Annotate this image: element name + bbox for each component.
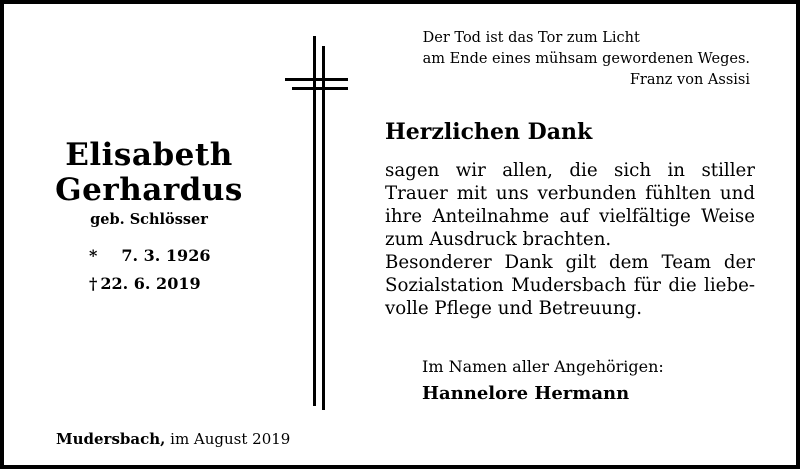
- footer-date: im August 2019: [170, 430, 291, 448]
- thanks-line-2: Trauer mit uns verbunden fühlten und: [385, 183, 755, 204]
- thanks-line-1: sagen wir allen, die sich in stiller: [385, 160, 755, 181]
- footer-place: Mudersbach,: [56, 430, 166, 448]
- quote-line-1: Der Tod ist das Tor zum Licht: [422, 30, 640, 46]
- birth-row: [89, 242, 210, 270]
- thanks-line-6: Sozialstation Mudersbach für die liebe-: [385, 275, 755, 296]
- deceased-first-name: Elisabeth: [65, 137, 233, 173]
- thanks-heading: Herzlichen Dank: [385, 119, 593, 145]
- birth-date: 7. 3. 1926: [121, 246, 211, 265]
- thanks-line-7: volle Pflege und Betreuung.: [385, 298, 643, 319]
- signature-intro: Im Namen aller Angehörigen:: [422, 357, 664, 376]
- cross-horizontal-bar-top: [285, 78, 348, 81]
- cross-horizontal-bar-bottom: [292, 87, 348, 90]
- maiden-name: geb. Schlösser: [90, 211, 208, 228]
- death-cross-icon: †: [89, 274, 98, 293]
- quote-author: Franz von Assisi: [629, 72, 750, 88]
- birth-star-icon: *: [89, 246, 98, 265]
- thanks-line-5: Besonderer Dank gilt dem Team der: [385, 252, 755, 273]
- cross-vertical-bar-right: [322, 46, 325, 410]
- thanks-line-3: ihre Anteilnahme auf vielfältige Weise: [385, 206, 755, 227]
- cross-vertical-bar-left: [313, 36, 316, 406]
- quote-line-2: am Ende eines mühsam gewordenen Weges.: [422, 51, 750, 67]
- place-date: [56, 430, 290, 448]
- deceased-last-name: Gerhardus: [55, 172, 243, 208]
- death-row: [89, 270, 210, 298]
- thanks-text: [385, 159, 755, 320]
- signature-name: Hannelore Hermann: [422, 383, 630, 404]
- cross-icon: [282, 36, 350, 406]
- thanks-line-4: zum Ausdruck brachten.: [385, 229, 612, 250]
- quote: [423, 28, 750, 91]
- death-date: 22. 6. 2019: [100, 274, 201, 293]
- life-dates: [89, 242, 210, 298]
